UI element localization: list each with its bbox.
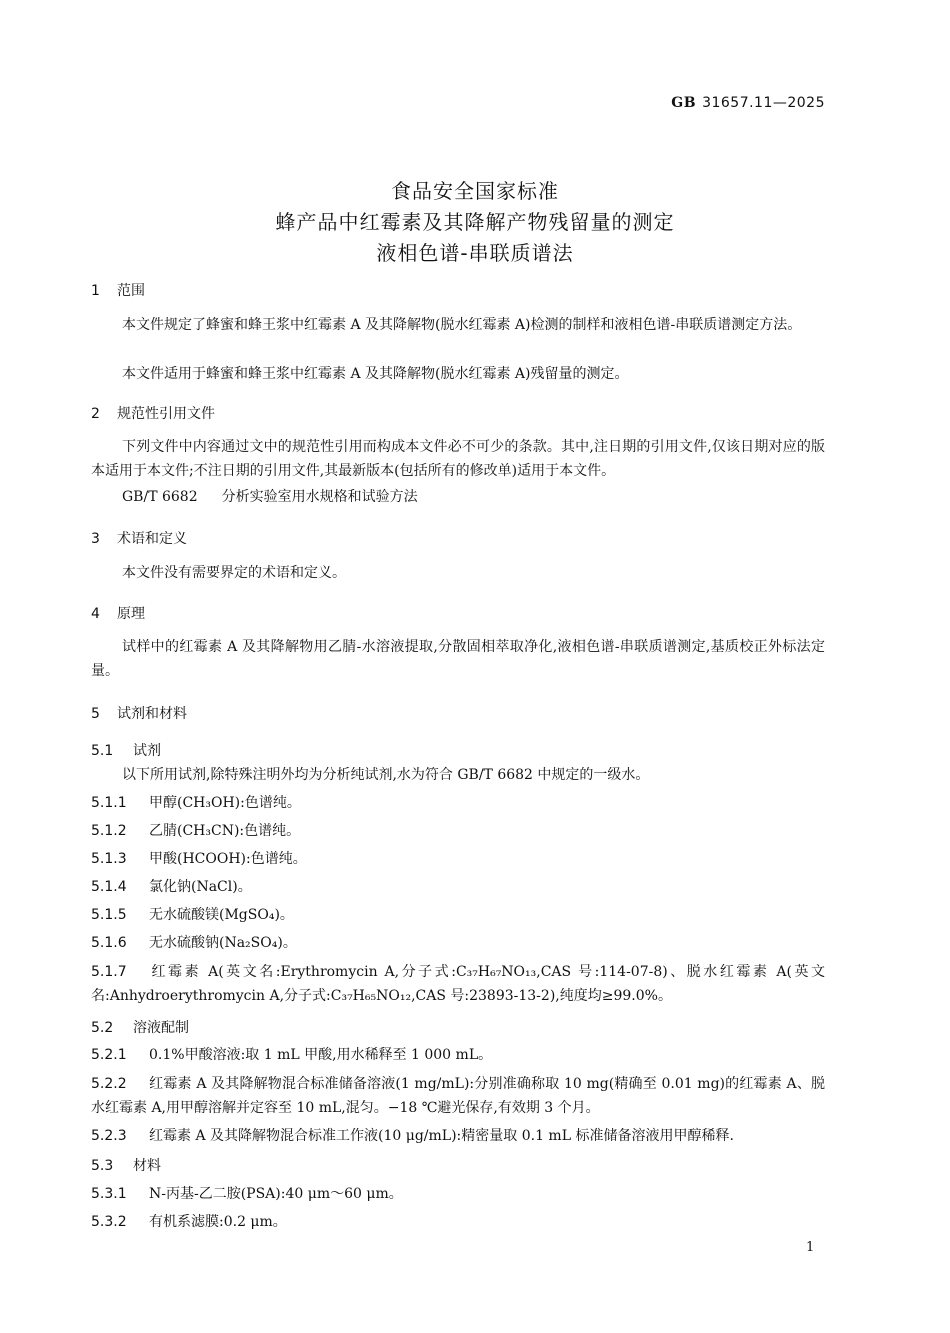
normative-reference — [122, 485, 418, 509]
page-number: 1 — [806, 1240, 815, 1255]
subsection-5-3-heading — [91, 1155, 161, 1175]
item-text: 甲醇(CH₃OH):色谱纯。 — [149, 795, 301, 811]
item-text: 有机系滤膜:0.2 μm。 — [149, 1214, 287, 1230]
item-number: 5.1.4 — [91, 879, 127, 895]
section-1-paragraph-2: 本文件适用于蜂蜜和蜂王浆中红霉素 A 及其降解物(脱水红霉素 A)残留量的测定。 — [122, 366, 629, 382]
section-title: 规范性引用文件 — [117, 406, 215, 422]
item-number: 5.2.2 — [91, 1076, 127, 1092]
item-number: 5.3.1 — [91, 1186, 127, 1202]
subsection-5-1-intro: 以下所用试剂,除特殊注明外均为分析纯试剂,水为符合 GB/T 6682 中规定的一级水。 — [122, 767, 650, 783]
item-number: 5.1.6 — [91, 935, 127, 951]
standard-code: 31657.11—2025 — [702, 95, 825, 111]
item-text: 乙腈(CH₃CN):色谱纯。 — [149, 823, 301, 839]
item-text: N-丙基-乙二胺(PSA):40 μm～60 μm。 — [149, 1186, 403, 1202]
subsection-number: 5.3 — [91, 1158, 114, 1174]
list-item — [91, 1043, 825, 1067]
section-4-paragraph-1: 试样中的红霉素 A 及其降解物用乙腈-水溶液提取,分散固相萃取净化,液相色谱-串联质谱测定,基质校正外标法定量。 — [91, 639, 825, 679]
section-title: 原理 — [117, 606, 145, 622]
item-number: 5.1.3 — [91, 851, 127, 867]
section-5-heading — [91, 703, 187, 723]
document-title — [0, 176, 950, 269]
list-item — [91, 1210, 825, 1234]
section-title: 术语和定义 — [117, 531, 187, 547]
subsection-number: 5.1 — [91, 743, 114, 759]
section-1-paragraph-1: 本文件规定了蜂蜜和蜂王浆中红霉素 A 及其降解物(脱水红霉素 A)检测的制样和液相色谱-串联质谱测定方法。 — [122, 317, 802, 333]
item-number: 5.2.1 — [91, 1047, 127, 1063]
section-2-paragraph-1: 下列文件中内容通过文中的规范性引用而构成本文件必不可少的条款。其中,注日期的引用文件,仅该日期对应的版本适用于本文件;不注日期的引用文件,其最新版本(包括所有的修改单)适用于本文件。 — [91, 439, 825, 479]
item-number: 5.1.7 — [91, 964, 127, 980]
section-3-heading — [91, 528, 187, 548]
item-text: 红霉素 A(英文名:Erythromycin A,分子式:C₃₇H₆₇NO₁₃,CAS 号:114-07-8)、脱水红霉素 A(英文名:Anhydroerythromycin A,分子式:C₃₇H₆₅NO₁₂,CAS 号:23893-13-2),纯度均≥99.0%。 — [91, 964, 825, 1004]
title-line-3: 液相色谱-串联质谱法 — [376, 241, 574, 265]
title-line-2: 蜂产品中红霉素及其降解产物残留量的测定 — [275, 210, 675, 234]
standard-number — [671, 95, 825, 111]
item-text: 甲酸(HCOOH):色谱纯。 — [149, 851, 307, 867]
item-text: 0.1%甲酸溶液:取 1 mL 甲酸,用水稀释至 1 000 mL。 — [149, 1047, 493, 1063]
list-item — [91, 1124, 825, 1148]
list-item — [91, 1072, 825, 1120]
subsection-5-1-heading — [91, 740, 161, 760]
item-number: 5.3.2 — [91, 1214, 127, 1230]
standard-prefix: GB — [671, 95, 697, 111]
reference-title: 分析实验室用水规格和试验方法 — [221, 489, 418, 505]
list-item — [91, 819, 825, 843]
subsection-title: 溶液配制 — [133, 1020, 189, 1036]
section-number: 2 — [91, 406, 100, 422]
item-text: 无水硫酸镁(MgSO₄)。 — [149, 907, 294, 923]
subsection-title: 试剂 — [133, 743, 161, 759]
subsection-title: 材料 — [133, 1158, 161, 1174]
section-number: 1 — [91, 283, 100, 299]
list-item — [91, 931, 825, 955]
section-2-heading — [91, 403, 215, 423]
item-text: 红霉素 A 及其降解物混合标准储备溶液(1 mg/mL):分别准确称取 10 mg(精确至 0.01 mg)的红霉素 A、脱水红霉素 A,用甲醇溶解并定容至 10 mL,混匀。−18 ℃避光保存,有效期 3 个月。 — [91, 1076, 825, 1116]
section-number: 4 — [91, 606, 100, 622]
item-number: 5.1.1 — [91, 795, 127, 811]
section-3-paragraph-1: 本文件没有需要界定的术语和定义。 — [122, 565, 346, 581]
item-text: 无水硫酸钠(Na₂SO₄)。 — [149, 935, 297, 951]
list-item — [91, 791, 825, 815]
subsection-number: 5.2 — [91, 1020, 114, 1036]
section-title: 范围 — [117, 283, 145, 299]
title-line-1: 食品安全国家标准 — [391, 179, 559, 203]
section-title: 试剂和材料 — [117, 706, 187, 722]
item-number: 5.1.2 — [91, 823, 127, 839]
section-4-heading — [91, 603, 145, 623]
list-item — [91, 1182, 825, 1206]
item-number: 5.1.5 — [91, 907, 127, 923]
section-1-heading — [91, 280, 145, 300]
section-number: 5 — [91, 706, 100, 722]
subsection-5-2-heading — [91, 1017, 189, 1037]
item-text: 氯化钠(NaCl)。 — [149, 879, 252, 895]
list-item — [91, 847, 825, 871]
list-item — [91, 960, 825, 1008]
item-text: 红霉素 A 及其降解物混合标准工作液(10 μg/mL):精密量取 0.1 mL 标准储备溶液用甲醇稀释. — [149, 1128, 734, 1144]
list-item — [91, 875, 825, 899]
reference-code: GB/T 6682 — [122, 489, 198, 505]
list-item — [91, 903, 825, 927]
item-number: 5.2.3 — [91, 1128, 127, 1144]
section-number: 3 — [91, 531, 100, 547]
